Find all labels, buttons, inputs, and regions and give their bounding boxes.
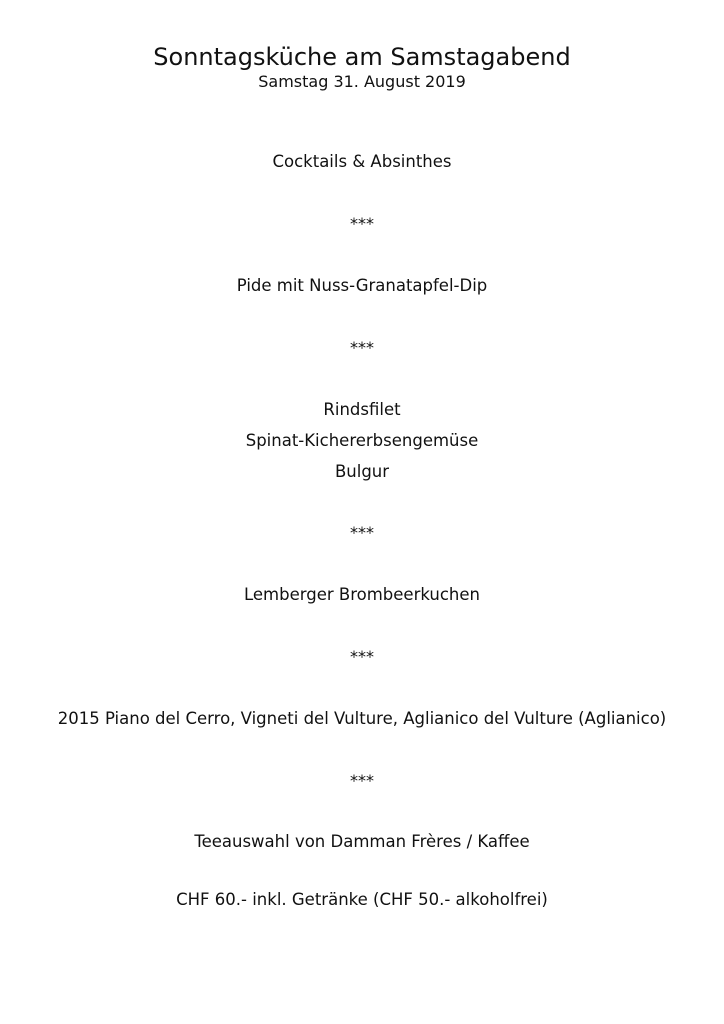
menu-item-tea-coffee: Teeauswahl von Damman Frères / Kaffee [194, 832, 530, 851]
course-separator: *** [350, 771, 374, 790]
menu-item-dessert: Lemberger Brombeerkuchen [243, 585, 480, 604]
page-title: Sonntagsküche am Samstagabend [153, 43, 571, 71]
course-separator: *** [350, 523, 374, 542]
menu-item-main-side-vegetable: Spinat-Kichererbsengemüse [245, 431, 479, 450]
menu-item-main-rindsfilet: Rindsfilet [323, 400, 401, 419]
menu-item-aperitif: Cocktails & Absinthes [272, 152, 452, 171]
menu-item-starter: Pide mit Nuss-Granatapfel-Dip [236, 276, 488, 295]
course-separator: *** [350, 338, 374, 357]
menu-item-wine: 2015 Piano del Cerro, Vigneti del Vulture, Aglianico del Vulture (Aglianico) [57, 709, 667, 728]
price-info: CHF 60.- inkl. Getränke (CHF 50.- alkoholfrei) [176, 890, 548, 909]
course-separator: *** [350, 214, 374, 233]
menu-item-main-side-grain: Bulgur [334, 462, 390, 481]
event-date: Samstag 31. August 2019 [258, 72, 466, 91]
course-separator: *** [350, 647, 374, 666]
